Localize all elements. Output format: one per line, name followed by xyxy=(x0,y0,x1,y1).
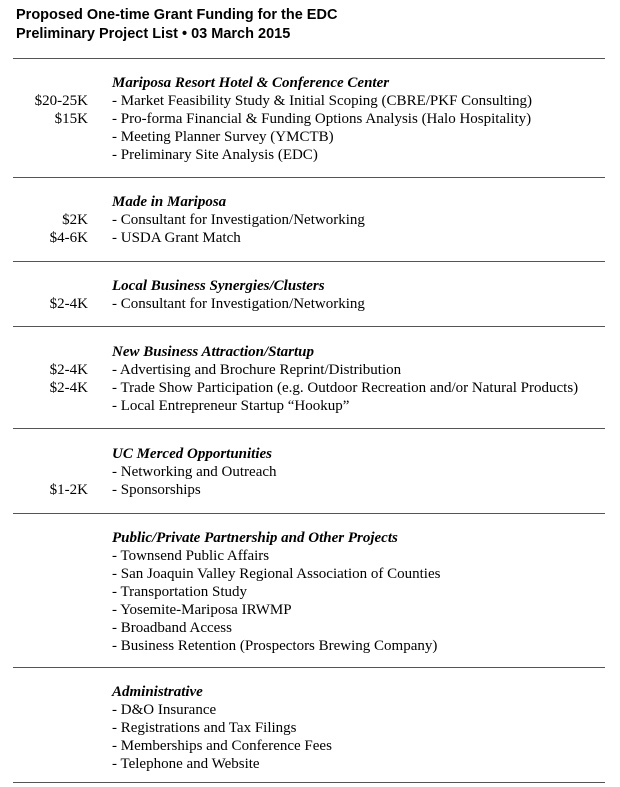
divider xyxy=(13,177,605,178)
list-item xyxy=(0,92,620,110)
divider xyxy=(13,782,605,783)
section-administrative xyxy=(0,683,620,773)
item-text: - Yosemite-Mariposa IRWMP xyxy=(112,602,292,618)
item-text: - Local Entrepreneur Startup “Hookup” xyxy=(112,398,350,414)
list-item xyxy=(0,229,620,247)
list-item xyxy=(0,211,620,229)
item-text: - Townsend Public Affairs xyxy=(112,548,270,564)
section-uc-merced xyxy=(0,445,620,499)
section-made-in-mariposa xyxy=(0,193,620,247)
item-cost: $2-4K xyxy=(49,296,88,312)
item-text: - San Joaquin Valley Regional Association of Counties xyxy=(112,566,441,582)
divider xyxy=(13,326,605,327)
section-new-business-attraction xyxy=(0,343,620,415)
item-text: - Pro-forma Financial & Funding Options Analysis (Halo Hospitality) xyxy=(112,111,532,127)
item-cost: $2-4K xyxy=(49,380,88,396)
list-item xyxy=(0,397,620,415)
list-item xyxy=(0,583,620,601)
item-cost: $1-2K xyxy=(49,482,88,498)
item-cost: $2K xyxy=(62,212,88,228)
section-public-private-partnership xyxy=(0,529,620,655)
document-subtitle: Preliminary Project List • 03 March 2015 xyxy=(16,26,291,42)
section-mariposa-resort xyxy=(0,74,620,164)
list-item xyxy=(0,719,620,737)
item-text: - D&O Insurance xyxy=(112,702,217,718)
item-text: - Memberships and Conference Fees xyxy=(112,738,332,754)
list-item xyxy=(0,361,620,379)
item-cost: $15K xyxy=(54,111,88,127)
divider xyxy=(13,261,605,262)
list-item xyxy=(0,755,620,773)
section-title: Public/Private Partnership and Other Projects xyxy=(112,530,398,546)
item-text: - Meeting Planner Survey (YMCTB) xyxy=(112,129,334,145)
document-header xyxy=(16,6,337,44)
section-title: Mariposa Resort Hotel & Conference Center xyxy=(112,75,390,91)
item-cost: $2-4K xyxy=(49,362,88,378)
section-local-business-synergies xyxy=(0,277,620,313)
item-text: - Networking and Outreach xyxy=(112,464,277,480)
list-item xyxy=(0,481,620,499)
list-item xyxy=(0,463,620,481)
section-title: New Business Attraction/Startup xyxy=(112,344,315,360)
item-text: - Business Retention (Prospectors Brewing Company) xyxy=(112,638,438,654)
item-text: - Consultant for Investigation/Networking xyxy=(112,296,365,312)
item-text: - Transportation Study xyxy=(112,584,248,600)
list-item xyxy=(0,128,620,146)
divider xyxy=(13,428,605,429)
section-title: Local Business Synergies/Clusters xyxy=(112,278,325,294)
divider xyxy=(13,667,605,668)
list-item xyxy=(0,601,620,619)
list-item xyxy=(0,295,620,313)
item-text: - Sponsorships xyxy=(112,482,201,498)
list-item xyxy=(0,701,620,719)
item-text: - Preliminary Site Analysis (EDC) xyxy=(112,147,318,163)
item-text: - Advertising and Brochure Reprint/Distribution xyxy=(112,362,402,378)
divider xyxy=(13,58,605,59)
item-text: - Market Feasibility Study & Initial Scoping (CBRE/PKF Consulting) xyxy=(112,93,533,109)
item-cost: $4-6K xyxy=(49,230,88,246)
document-title: Proposed One-time Grant Funding for the EDC xyxy=(16,7,338,23)
item-text: - Registrations and Tax Filings xyxy=(112,720,297,736)
divider xyxy=(13,513,605,514)
item-cost: $20-25K xyxy=(34,93,88,109)
list-item xyxy=(0,146,620,164)
list-item xyxy=(0,547,620,565)
item-text: - Consultant for Investigation/Networking xyxy=(112,212,365,228)
list-item xyxy=(0,379,620,397)
list-item xyxy=(0,619,620,637)
list-item xyxy=(0,637,620,655)
section-title: UC Merced Opportunities xyxy=(112,446,273,462)
section-title: Made in Mariposa xyxy=(112,194,227,210)
section-title: Administrative xyxy=(112,684,203,700)
list-item xyxy=(0,110,620,128)
item-text: - Telephone and Website xyxy=(112,756,260,772)
item-text: - USDA Grant Match xyxy=(112,230,241,246)
list-item xyxy=(0,737,620,755)
list-item xyxy=(0,565,620,583)
item-text: - Broadband Access xyxy=(112,620,232,636)
item-text: - Trade Show Participation (e.g. Outdoor Recreation and/or Natural Products) xyxy=(112,380,579,396)
